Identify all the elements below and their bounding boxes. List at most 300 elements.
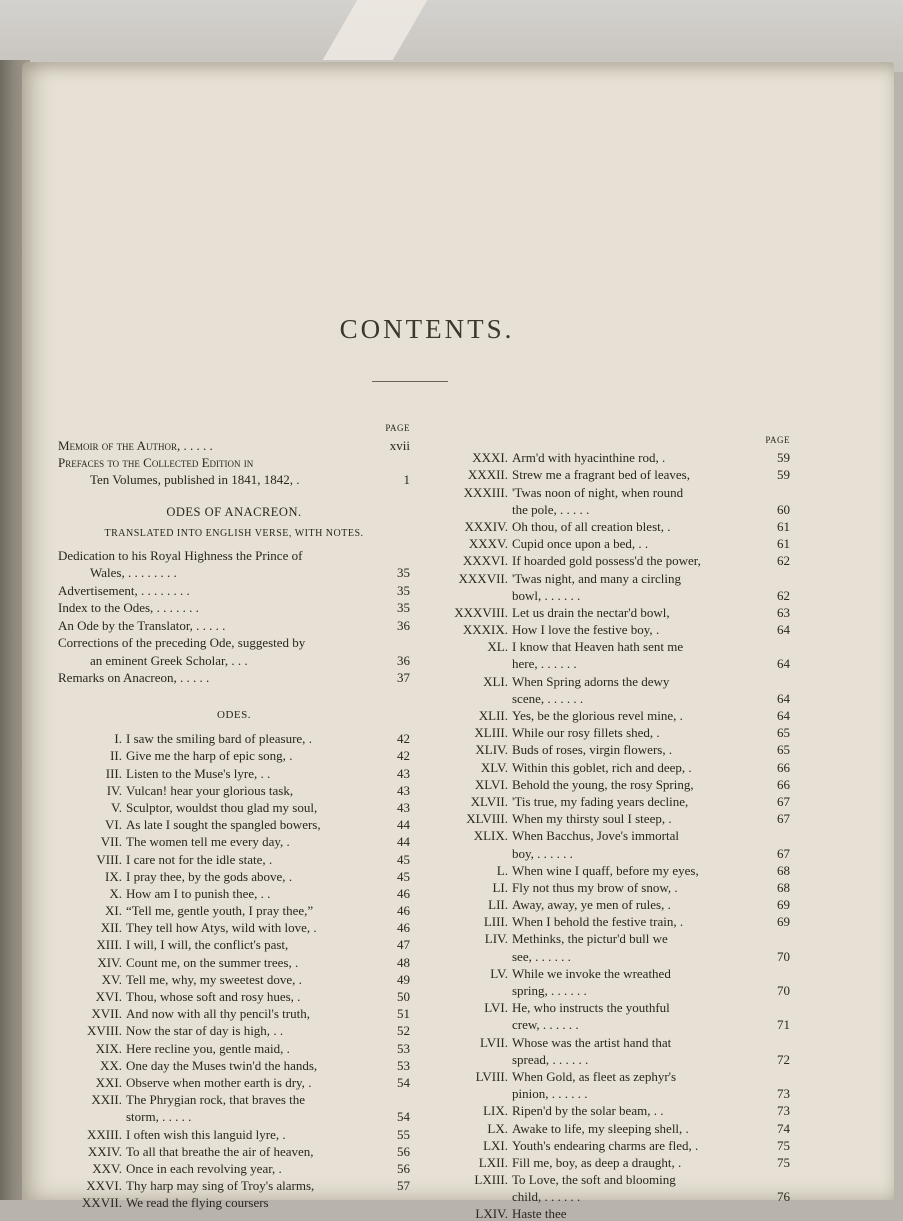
dot-leader: .	[691, 1137, 699, 1153]
ode-entry	[422, 826, 790, 843]
dot-leader: . .	[257, 765, 271, 781]
ode-title	[58, 869, 380, 884]
ode-number: L.	[496, 862, 508, 878]
ode-entry	[58, 781, 410, 798]
ode-title	[422, 1155, 760, 1170]
ode-first-line: I know that Heaven hath sent me	[512, 639, 684, 655]
ode-number: XLII.	[478, 708, 508, 723]
ode-title	[422, 794, 760, 809]
ode-entry	[422, 500, 790, 517]
entry-title	[58, 653, 380, 668]
ode-first-line: While we invoke the wreathed	[512, 965, 671, 981]
ode-entry	[58, 918, 410, 935]
ode-title	[58, 886, 380, 901]
ode-entry	[58, 901, 410, 918]
ode-title	[422, 1052, 760, 1067]
ode-page: 56	[397, 1160, 410, 1176]
ode-title	[422, 949, 760, 964]
ode-page: 46	[397, 920, 410, 936]
toc-entry	[58, 470, 410, 487]
ode-entry	[58, 987, 410, 1004]
ode-title	[422, 674, 760, 689]
ode-entry	[422, 603, 790, 620]
entry-page: 35	[397, 600, 410, 615]
ode-entry	[422, 465, 790, 482]
dot-leader: . . . . .	[176, 670, 210, 685]
toc-entry	[58, 580, 410, 598]
ode-title	[58, 817, 380, 832]
front-matter-list	[58, 436, 410, 487]
ode-page: 53	[397, 1040, 410, 1056]
ode-title	[58, 903, 380, 918]
ode-entry	[422, 671, 790, 688]
toc-entry	[58, 453, 410, 470]
ode-number: XXVII.	[81, 1195, 122, 1211]
ode-entry	[58, 1090, 410, 1107]
ode-number: II.	[110, 748, 122, 764]
ode-entry	[422, 929, 790, 946]
ode-title	[422, 1000, 760, 1015]
ode-number: LXII.	[478, 1154, 508, 1170]
ode-entry	[58, 849, 410, 866]
ode-title	[422, 1103, 760, 1118]
odes-label: ODES.	[217, 709, 251, 721]
ode-number: XII.	[100, 920, 122, 936]
ode-first-line: Listen to the Muse's lyre,	[126, 765, 258, 781]
ode-number: XLV.	[480, 759, 508, 775]
ode-title	[422, 450, 760, 465]
ode-page: 43	[397, 765, 410, 781]
ode-first-line: Tell me, why, my sweetest dove,	[126, 971, 296, 987]
ode-first-line: I pray thee, by the gods above,	[126, 868, 286, 884]
ode-title	[422, 1189, 760, 1204]
ode-first-line: 'Twas noon of night, when round	[512, 484, 684, 500]
entry-page: 37	[397, 670, 410, 685]
ode-title	[58, 766, 380, 781]
ode-title	[422, 742, 760, 757]
ode-number: XI.	[105, 903, 122, 919]
entry-title	[58, 635, 380, 650]
ode-entry	[422, 551, 790, 568]
toc-entry	[58, 633, 410, 651]
dot-leader: .	[279, 1126, 286, 1142]
ode-first-line: Youth's endearing charms are fled,	[512, 1137, 692, 1153]
ode-title	[58, 852, 380, 867]
ode-page: 59	[777, 467, 790, 483]
odes-list-right	[422, 448, 790, 1221]
dot-leader: .	[682, 1120, 689, 1136]
ode-number: X.	[109, 885, 122, 901]
ode-page: 65	[777, 725, 790, 741]
dot-leader: .	[283, 834, 290, 850]
ode-page: 46	[397, 903, 410, 919]
ode-entry	[58, 1038, 410, 1055]
dot-leader: . . . . . .	[541, 1189, 581, 1205]
dot-leader: . . . . . .	[549, 1051, 589, 1067]
ode-title	[58, 955, 380, 970]
ode-first-line: Within this goblet, rich and deep,	[512, 759, 686, 775]
ode-first-line: I saw the smiling bard of pleasure,	[126, 731, 306, 747]
ode-title	[422, 502, 760, 517]
ode-entry	[422, 517, 790, 534]
ode-first-line: boy,	[512, 845, 534, 861]
ode-first-line: Oh thou, of all creation blest,	[512, 518, 664, 534]
ode-first-line: Count me, on the summer trees,	[126, 954, 292, 970]
dot-leader: .	[293, 989, 301, 1004]
ode-first-line: Cupid once upon a bed,	[512, 536, 636, 552]
ode-number: XLIII.	[474, 725, 508, 741]
ode-page: 48	[397, 954, 410, 970]
ode-first-line: He, who instructs the youthful	[512, 1000, 670, 1016]
ode-number: XXVI.	[86, 1178, 122, 1194]
ode-title	[58, 1058, 380, 1073]
ode-number: XXXIX.	[462, 622, 508, 638]
ode-first-line: child,	[512, 1189, 542, 1205]
ode-number: XXXIII.	[463, 484, 508, 500]
ode-page: 61	[777, 518, 790, 534]
toc-entry	[58, 545, 410, 563]
ode-title	[422, 966, 760, 981]
dot-leader: . . . . . . . .	[137, 582, 190, 598]
page-column-header: PAGE	[385, 423, 410, 433]
ode-first-line: As late I sought the spangled bowers,	[126, 817, 321, 833]
ode-page: 56	[397, 1143, 410, 1159]
entry-title	[58, 472, 380, 487]
ode-entry	[58, 884, 410, 901]
ode-entry	[58, 935, 410, 952]
dot-leader: . . . . . .	[539, 1017, 579, 1033]
dot-leader: . . . . . .	[547, 983, 587, 998]
entry-page: 36	[397, 617, 410, 633]
ode-title	[422, 880, 760, 895]
ode-entry	[422, 1015, 790, 1032]
ode-entry	[58, 1004, 410, 1021]
ode-first-line: When Spring adorns the dewy	[512, 673, 670, 689]
toc-entry	[58, 615, 410, 633]
ode-title	[58, 1006, 380, 1021]
entry-title	[58, 438, 380, 453]
ode-page: 62	[777, 553, 790, 569]
ode-page: 64	[777, 622, 790, 638]
ode-first-line: They tell how Atys, wild with love,	[126, 920, 311, 936]
ode-entry	[422, 861, 790, 878]
dot-leader: . . . . . .	[531, 948, 571, 964]
ode-number: III.	[105, 765, 122, 781]
ode-number: I.	[114, 731, 122, 747]
ode-title	[422, 811, 760, 826]
entry-title	[58, 670, 380, 685]
ode-number: XIX.	[95, 1040, 122, 1056]
dot-leader: .	[275, 1160, 282, 1176]
ode-entry	[58, 1073, 410, 1090]
ode-number: LI.	[492, 879, 508, 895]
ode-page: 75	[777, 1137, 790, 1153]
ode-entry	[422, 757, 790, 774]
ode-entry	[422, 1136, 790, 1153]
entry-text: an eminent Greek Scholar,	[90, 652, 229, 668]
ode-entry	[422, 912, 790, 929]
dot-leader: .	[665, 811, 672, 827]
ode-entry	[58, 1056, 410, 1073]
ode-entry	[58, 815, 410, 832]
ode-entry	[422, 1067, 790, 1084]
ode-entry	[422, 878, 790, 895]
entry-text: Corrections of the preceding Ode, suggested by	[58, 635, 306, 650]
ode-first-line: Give me the harp of epic song,	[126, 748, 286, 764]
ode-first-line: scene,	[512, 690, 545, 706]
entry-text: Remarks on Anacreon,	[58, 670, 177, 685]
ode-page: 45	[397, 851, 410, 867]
entry-text: An Ode by the Translator,	[58, 617, 193, 633]
ode-entry	[422, 1101, 790, 1118]
ode-first-line: “Tell me, gentle youth, I pray thee,”	[126, 903, 314, 919]
ode-page: 75	[777, 1154, 790, 1170]
ode-number: VIII.	[96, 851, 122, 867]
ode-title	[58, 1092, 380, 1107]
ode-page: 57	[397, 1178, 410, 1194]
ode-first-line: Vulcan! hear your glorious task,	[126, 782, 294, 798]
ode-entry	[422, 775, 790, 792]
ode-entry	[422, 689, 790, 706]
ode-page: 69	[777, 897, 790, 913]
ode-page: 67	[777, 793, 790, 809]
ode-entry	[58, 1142, 410, 1159]
entry-page: 36	[397, 652, 410, 668]
ode-page: 72	[777, 1051, 790, 1067]
ode-first-line: bowl,	[512, 587, 542, 603]
ode-number: XXXII.	[467, 467, 508, 483]
entry-text: Memoir of the Author,	[58, 438, 181, 453]
ode-page: 68	[777, 862, 790, 878]
ode-title	[422, 983, 760, 998]
ode-number: LXIV.	[475, 1206, 508, 1221]
ode-entry	[422, 964, 790, 981]
ode-number: LVIII.	[475, 1068, 508, 1084]
ode-page: 45	[397, 868, 410, 884]
ode-title	[422, 588, 760, 603]
ode-title	[58, 1075, 380, 1090]
dot-leader: .	[676, 708, 683, 723]
ode-title	[58, 748, 380, 763]
ode-first-line: Let us drain the nectar'd bowl,	[512, 604, 670, 620]
ode-number: XXXVII.	[458, 570, 508, 586]
ode-entry	[58, 1193, 410, 1210]
ode-first-line: 'Twas night, and many a circling	[512, 570, 681, 586]
ode-first-line: Fly not thus my brow of snow,	[512, 879, 672, 895]
ode-page: 69	[777, 914, 790, 930]
ode-first-line: To Love, the soft and blooming	[512, 1172, 676, 1188]
ode-title	[422, 708, 760, 723]
ode-title	[422, 725, 760, 740]
ode-title	[58, 731, 380, 746]
entry-text: Ten Volumes, published in 1841, 1842,	[90, 472, 293, 487]
ode-number: XLI.	[483, 673, 508, 689]
ode-first-line: The women tell me every day,	[126, 834, 284, 850]
ode-page: 63	[777, 604, 790, 620]
dot-leader: .	[674, 1154, 682, 1170]
ode-number: XXXV.	[468, 536, 508, 552]
ode-first-line: I care not for the idle state,	[126, 851, 266, 867]
ode-number: LV.	[490, 965, 508, 981]
ode-first-line: the pole,	[512, 501, 557, 517]
ode-title	[58, 1144, 380, 1159]
ode-number: LXIII.	[474, 1172, 508, 1188]
ode-title	[58, 972, 380, 987]
ode-page: 60	[777, 501, 790, 517]
ode-title	[422, 1035, 760, 1050]
ode-title	[422, 914, 760, 929]
dot-leader: . . . . . .	[533, 845, 573, 861]
ode-title	[58, 800, 380, 815]
ode-page: 54	[397, 1109, 410, 1125]
ode-entry	[422, 586, 790, 603]
ode-number: XIV.	[97, 954, 122, 970]
entry-title	[58, 565, 380, 580]
prelims-list	[58, 545, 410, 685]
ode-number: XV.	[101, 971, 122, 987]
ode-entry	[58, 832, 410, 849]
dot-leader: . . . . .	[158, 1109, 192, 1125]
ode-entry	[58, 952, 410, 969]
ode-title	[422, 931, 760, 946]
dot-leader: .	[291, 954, 299, 970]
ode-page: 61	[777, 536, 790, 552]
entry-title	[58, 455, 380, 470]
ode-number: XXIV.	[87, 1143, 122, 1159]
dot-leader: .	[664, 518, 671, 534]
ode-first-line: spring,	[512, 983, 548, 998]
ode-page: 74	[777, 1120, 790, 1136]
ode-page: 68	[777, 879, 790, 895]
ode-title	[422, 1121, 760, 1136]
ode-title	[58, 920, 380, 935]
ode-entry	[58, 867, 410, 884]
ode-first-line: One day the Muses twin'd the hands,	[126, 1057, 318, 1073]
toc-entry	[58, 598, 410, 616]
ode-title	[58, 1127, 380, 1142]
ode-number: XXXIV.	[464, 518, 508, 534]
ode-title	[422, 863, 760, 878]
dot-leader: .	[265, 851, 273, 867]
ode-page: 65	[777, 742, 790, 758]
ode-title	[422, 656, 760, 671]
ode-entry	[422, 792, 790, 809]
ode-entry	[422, 568, 790, 585]
ode-page: 70	[777, 983, 790, 998]
ode-title	[422, 897, 760, 912]
dot-leader: .	[653, 725, 660, 741]
ode-title	[58, 783, 380, 798]
ode-title	[58, 1161, 380, 1176]
ode-first-line: Awake to life, my sleeping shell,	[512, 1120, 683, 1136]
ode-entry	[422, 946, 790, 963]
ode-entry	[422, 1118, 790, 1135]
dot-leader: . .	[270, 1023, 284, 1039]
ode-entry	[422, 895, 790, 912]
dot-leader: .	[304, 1074, 312, 1090]
ode-page: 66	[777, 776, 790, 792]
ode-page: 71	[777, 1017, 790, 1033]
ode-number: XXI.	[95, 1074, 122, 1090]
ode-title	[58, 937, 380, 952]
ode-title	[422, 691, 760, 706]
contents-left-column	[58, 422, 410, 1210]
ode-first-line: Away, away, ye men of rules,	[512, 897, 665, 913]
ode-title	[58, 989, 380, 1004]
ode-page: 67	[777, 811, 790, 827]
entry-text: Prefaces to the Collected Edition in	[58, 455, 254, 470]
ode-entry	[422, 740, 790, 757]
ode-number: XXII.	[91, 1092, 122, 1108]
ode-title	[422, 777, 760, 792]
title-rule	[372, 381, 448, 382]
ode-entry	[422, 1032, 790, 1049]
dot-leader: .	[676, 914, 684, 930]
ode-title	[422, 553, 760, 568]
ode-title	[58, 834, 380, 849]
ode-number: LVII.	[479, 1034, 508, 1050]
ode-first-line: Methinks, the pictur'd bull we	[512, 931, 668, 947]
dot-leader: . . . . .	[192, 617, 226, 633]
ode-title	[422, 760, 760, 775]
dot-leader: .	[658, 450, 666, 466]
ode-first-line: How I love the festive boy,	[512, 622, 653, 638]
dot-leader: .	[305, 731, 312, 747]
ode-first-line: When Bacchus, Jove's immortal	[512, 828, 679, 844]
ode-number: LVI.	[484, 1000, 508, 1016]
ode-title	[422, 1172, 760, 1187]
ode-page: 52	[397, 1023, 410, 1039]
ode-title	[422, 1206, 760, 1221]
ode-page: 46	[397, 885, 410, 901]
ode-number: XXXVIII.	[454, 604, 508, 620]
ode-entry	[58, 729, 410, 746]
dot-leader: . . . . . .	[537, 656, 577, 672]
ode-number: XLIV.	[475, 742, 508, 758]
dot-leader: . .	[257, 885, 271, 901]
ode-title	[422, 485, 760, 500]
ode-entry	[58, 970, 410, 987]
ode-title	[422, 467, 760, 482]
ode-page: 76	[777, 1189, 790, 1205]
entry-text: Wales, .	[90, 565, 132, 580]
dot-leader: . . . . . . .	[153, 600, 199, 615]
ode-page: 73	[777, 1086, 790, 1102]
ode-first-line: The Phrygian rock, that braves the	[126, 1092, 306, 1108]
ode-page: 64	[777, 656, 790, 672]
ode-number: LII.	[488, 897, 508, 913]
ode-first-line: We read the flying coursers	[126, 1195, 269, 1211]
ode-page: 51	[397, 1006, 410, 1022]
ode-entry	[422, 706, 790, 723]
dot-leader: .	[665, 742, 673, 758]
ode-entry	[422, 998, 790, 1015]
ode-first-line: I often wish this languid lyre,	[126, 1126, 280, 1142]
ode-first-line: Yes, be the glorious revel mine,	[512, 708, 677, 723]
entry-page: 35	[397, 565, 410, 580]
ode-first-line: 'Tis true, my fading years decline,	[512, 793, 689, 809]
ode-number: LIII.	[483, 914, 508, 930]
page-title: CONTENTS.	[339, 314, 515, 344]
ode-number: LIV.	[484, 931, 508, 947]
ode-title	[422, 571, 760, 586]
ode-first-line: Whose was the artist hand that	[512, 1034, 672, 1050]
ode-title	[422, 828, 760, 843]
ode-number: XL.	[487, 639, 508, 655]
ode-title	[58, 1195, 380, 1210]
dot-leader: .	[285, 748, 293, 764]
toc-entry	[58, 668, 410, 686]
